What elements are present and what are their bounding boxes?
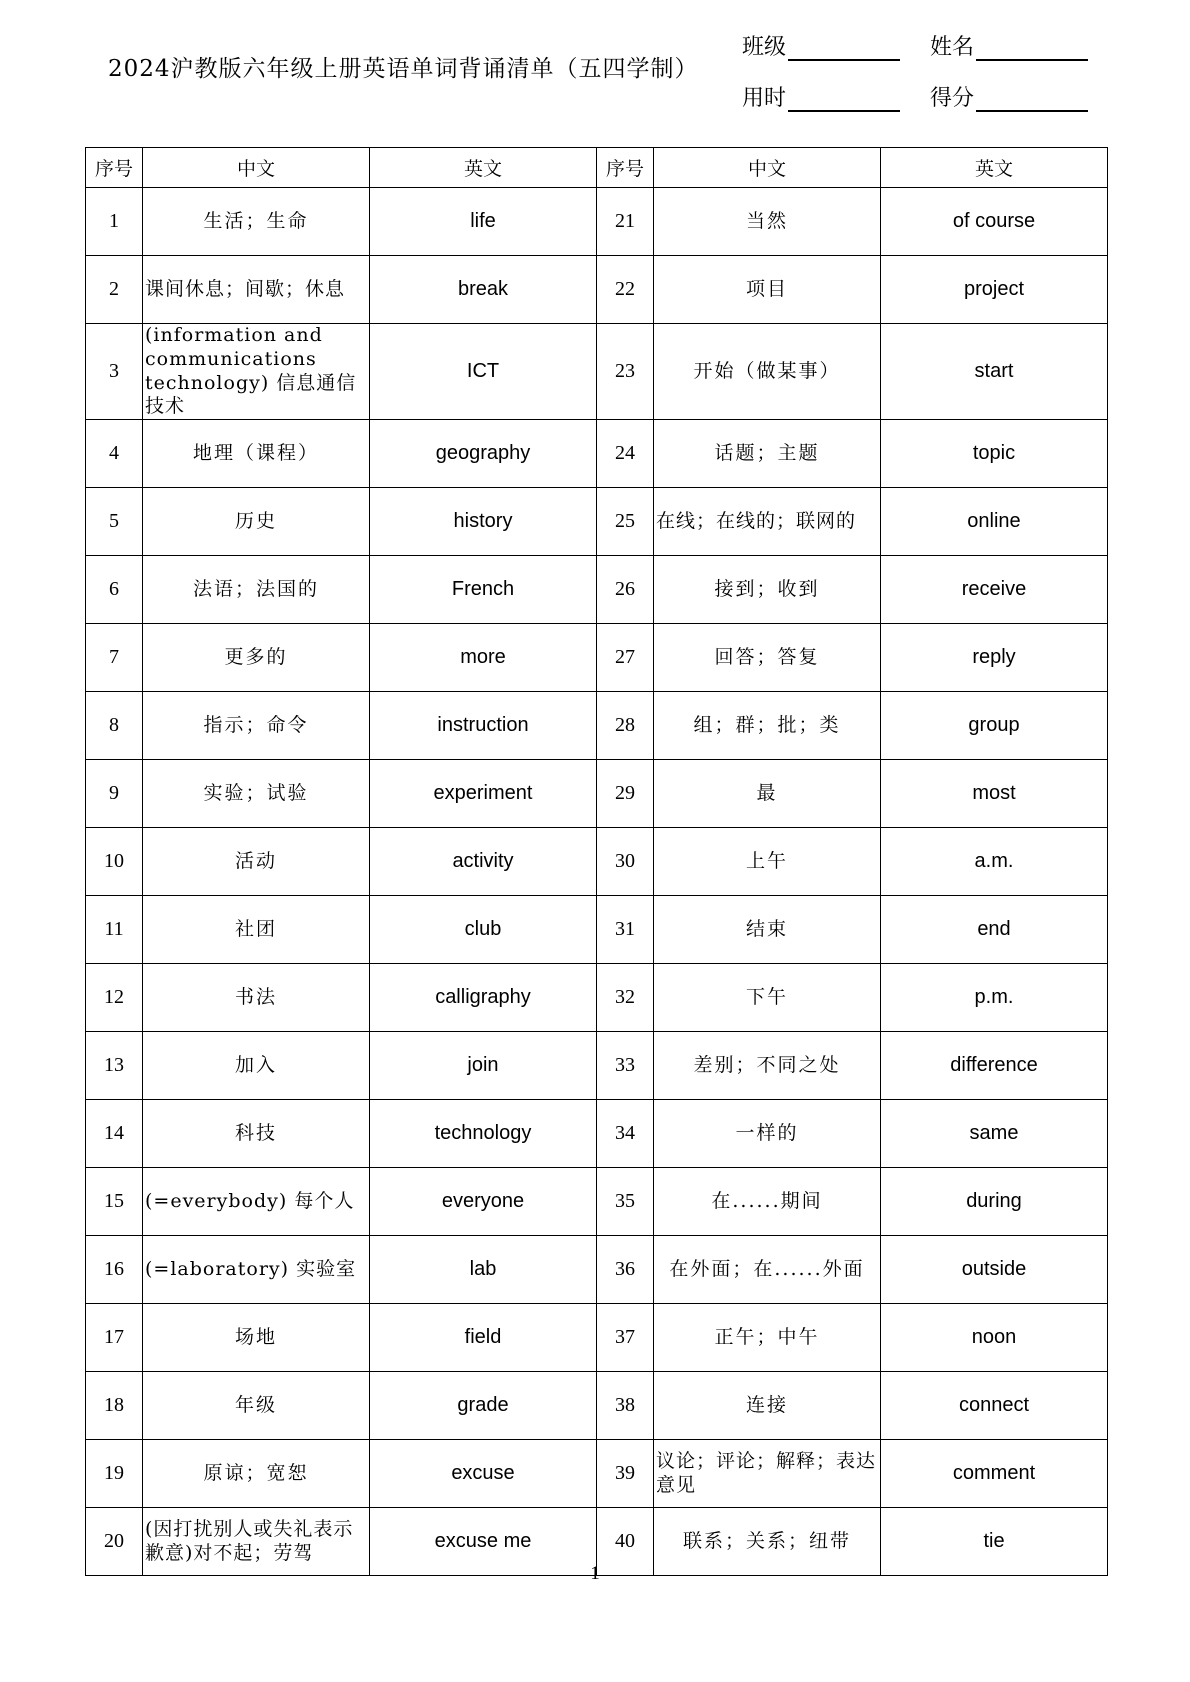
table-row: [86, 556, 1108, 624]
header-chinese: 中文: [143, 148, 370, 188]
word-number: 6: [86, 556, 143, 624]
chinese-meaning: 加入: [143, 1032, 370, 1100]
english-word: end: [881, 896, 1108, 964]
chinese-meaning: 议论；评论；解释；表达意见: [654, 1440, 881, 1508]
english-word: experiment: [370, 760, 597, 828]
english-word: French: [370, 556, 597, 624]
chinese-meaning: 场地: [143, 1304, 370, 1372]
word-number: 13: [86, 1032, 143, 1100]
word-number: 3: [86, 324, 143, 420]
english-word: ICT: [370, 324, 597, 420]
word-number: 20: [86, 1508, 143, 1576]
english-word: life: [370, 188, 597, 256]
english-word: more: [370, 624, 597, 692]
word-number: 29: [597, 760, 654, 828]
chinese-meaning: 上午: [654, 828, 881, 896]
table-row: [86, 1372, 1108, 1440]
chinese-meaning: 更多的: [143, 624, 370, 692]
word-number: 40: [597, 1508, 654, 1576]
english-word: project: [881, 256, 1108, 324]
chinese-meaning: 回答；答复: [654, 624, 881, 692]
chinese-meaning: (因打扰别人或失礼表示歉意)对不起；劳驾: [143, 1508, 370, 1576]
chinese-meaning: 差别；不同之处: [654, 1032, 881, 1100]
english-word: club: [370, 896, 597, 964]
english-word: noon: [881, 1304, 1108, 1372]
english-word: excuse me: [370, 1508, 597, 1576]
word-number: 32: [597, 964, 654, 1032]
chinese-meaning: 当然: [654, 188, 881, 256]
word-number: 31: [597, 896, 654, 964]
word-number: 11: [86, 896, 143, 964]
english-word: same: [881, 1100, 1108, 1168]
class-blank[interactable]: [788, 37, 900, 61]
word-number: 7: [86, 624, 143, 692]
english-word: receive: [881, 556, 1108, 624]
chinese-meaning: 正午；中午: [654, 1304, 881, 1372]
word-number: 34: [597, 1100, 654, 1168]
name-blank[interactable]: [976, 37, 1088, 61]
time-label: 用时: [742, 86, 787, 111]
word-number: 2: [86, 256, 143, 324]
chinese-meaning: 科技: [143, 1100, 370, 1168]
chinese-meaning: 社团: [143, 896, 370, 964]
english-word: join: [370, 1032, 597, 1100]
english-word: lab: [370, 1236, 597, 1304]
word-number: 33: [597, 1032, 654, 1100]
word-number: 25: [597, 488, 654, 556]
chinese-meaning: 连接: [654, 1372, 881, 1440]
name-field: [930, 30, 1088, 61]
chinese-meaning: 接到；收到: [654, 556, 881, 624]
table-row: [86, 1440, 1108, 1508]
chinese-meaning: 生活；生命: [143, 188, 370, 256]
word-number: 35: [597, 1168, 654, 1236]
chinese-meaning: 最: [654, 760, 881, 828]
english-word: a.m.: [881, 828, 1108, 896]
word-number: 10: [86, 828, 143, 896]
word-number: 19: [86, 1440, 143, 1508]
word-number: 39: [597, 1440, 654, 1508]
english-word: online: [881, 488, 1108, 556]
english-word: comment: [881, 1440, 1108, 1508]
header-number: 序号: [86, 148, 143, 188]
english-word: activity: [370, 828, 597, 896]
table-row: [86, 488, 1108, 556]
word-number: 38: [597, 1372, 654, 1440]
header-english: 英文: [370, 148, 597, 188]
word-number: 22: [597, 256, 654, 324]
chinese-meaning: 在线；在线的；联网的: [654, 488, 881, 556]
chinese-meaning: 开始（做某事）: [654, 324, 881, 420]
chinese-meaning: 在外面；在......外面: [654, 1236, 881, 1304]
word-number: 17: [86, 1304, 143, 1372]
table-row: [86, 1304, 1108, 1372]
chinese-meaning: 历史: [143, 488, 370, 556]
word-number: 30: [597, 828, 654, 896]
table-row: [86, 256, 1108, 324]
page-title: 2024沪教版六年级上册英语单词背诵清单（五四学制）: [108, 56, 699, 82]
time-blank[interactable]: [788, 88, 900, 112]
word-number: 36: [597, 1236, 654, 1304]
chinese-meaning: 地理（课程）: [143, 420, 370, 488]
word-number: 9: [86, 760, 143, 828]
chinese-meaning: 活动: [143, 828, 370, 896]
word-number: 21: [597, 188, 654, 256]
time-field: [742, 81, 900, 112]
english-word: excuse: [370, 1440, 597, 1508]
chinese-meaning: 书法: [143, 964, 370, 1032]
chinese-meaning: 下午: [654, 964, 881, 1032]
table-row: [86, 896, 1108, 964]
word-number: 5: [86, 488, 143, 556]
chinese-meaning: (=everybody) 每个人: [143, 1168, 370, 1236]
table-row: [86, 420, 1108, 488]
table-row: [86, 188, 1108, 256]
chinese-meaning: 年级: [143, 1372, 370, 1440]
table-row: [86, 1168, 1108, 1236]
header-english: 英文: [881, 148, 1108, 188]
chinese-meaning: 课间休息；间歇；休息: [143, 256, 370, 324]
class-field: [742, 30, 900, 61]
table-header-row: [86, 148, 1108, 188]
english-word: tie: [881, 1508, 1108, 1576]
table-row: [86, 828, 1108, 896]
english-word: during: [881, 1168, 1108, 1236]
table-row: [86, 1032, 1108, 1100]
word-number: 16: [86, 1236, 143, 1304]
english-word: most: [881, 760, 1108, 828]
table-row: [86, 692, 1108, 760]
chinese-meaning: 在......期间: [654, 1168, 881, 1236]
word-number: 1: [86, 188, 143, 256]
english-word: everyone: [370, 1168, 597, 1236]
chinese-meaning: 原谅；宽恕: [143, 1440, 370, 1508]
word-number: 18: [86, 1372, 143, 1440]
english-word: start: [881, 324, 1108, 420]
english-word: of course: [881, 188, 1108, 256]
english-word: calligraphy: [370, 964, 597, 1032]
english-word: history: [370, 488, 597, 556]
table-row: [86, 1236, 1108, 1304]
english-word: topic: [881, 420, 1108, 488]
score-label: 得分: [930, 86, 975, 111]
english-word: field: [370, 1304, 597, 1372]
chinese-meaning: 结束: [654, 896, 881, 964]
english-word: reply: [881, 624, 1108, 692]
header-chinese: 中文: [654, 148, 881, 188]
english-word: technology: [370, 1100, 597, 1168]
word-number: 26: [597, 556, 654, 624]
word-number: 8: [86, 692, 143, 760]
word-number: 24: [597, 420, 654, 488]
chinese-meaning: 实验；试验: [143, 760, 370, 828]
english-word: difference: [881, 1032, 1108, 1100]
word-number: 27: [597, 624, 654, 692]
english-word: p.m.: [881, 964, 1108, 1032]
chinese-meaning: (=laboratory) 实验室: [143, 1236, 370, 1304]
english-word: group: [881, 692, 1108, 760]
score-field: [930, 81, 1088, 112]
name-label: 姓名: [930, 35, 975, 60]
word-number: 14: [86, 1100, 143, 1168]
chinese-meaning: 法语；法国的: [143, 556, 370, 624]
word-number: 23: [597, 324, 654, 420]
chinese-meaning: 组；群；批；类: [654, 692, 881, 760]
word-number: 12: [86, 964, 143, 1032]
page-number: 1: [590, 1563, 600, 1584]
score-blank[interactable]: [976, 88, 1088, 112]
table-row: [86, 324, 1108, 420]
english-word: geography: [370, 420, 597, 488]
english-word: outside: [881, 1236, 1108, 1304]
chinese-meaning: (information and communications technology) 信息通信技术: [143, 324, 370, 420]
word-number: 37: [597, 1304, 654, 1372]
english-word: connect: [881, 1372, 1108, 1440]
class-label: 班级: [742, 35, 787, 60]
word-number: 28: [597, 692, 654, 760]
word-number: 15: [86, 1168, 143, 1236]
vocabulary-table: [85, 147, 1108, 1576]
english-word: break: [370, 256, 597, 324]
table-row: [86, 964, 1108, 1032]
chinese-meaning: 话题；主题: [654, 420, 881, 488]
chinese-meaning: 指示；命令: [143, 692, 370, 760]
chinese-meaning: 联系；关系；纽带: [654, 1508, 881, 1576]
word-number: 4: [86, 420, 143, 488]
table-row: [86, 1100, 1108, 1168]
table-row: [86, 760, 1108, 828]
chinese-meaning: 项目: [654, 256, 881, 324]
chinese-meaning: 一样的: [654, 1100, 881, 1168]
table-row: [86, 624, 1108, 692]
english-word: grade: [370, 1372, 597, 1440]
header-number: 序号: [597, 148, 654, 188]
english-word: instruction: [370, 692, 597, 760]
